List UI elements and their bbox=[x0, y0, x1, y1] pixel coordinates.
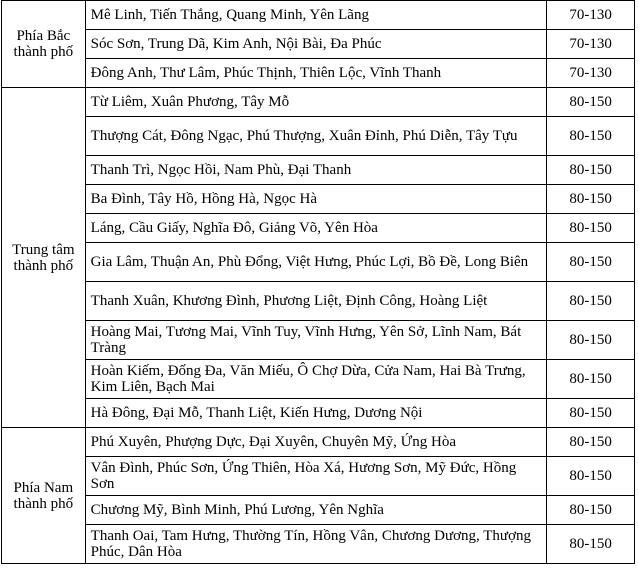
value-cell: 80-150 bbox=[547, 88, 635, 117]
area-cell: Gia Lâm, Thuận An, Phù Đổng, Việt Hưng, Phúc Lợi, Bồ Đề, Long Biên bbox=[85, 243, 547, 282]
table-row bbox=[2, 1, 635, 30]
area-cell: Hoàng Mai, Tương Mai, Vĩnh Tuy, Vĩnh Hưng, Yên Sở, Lĩnh Nam, Bát Tràng bbox=[85, 321, 547, 360]
area-cell: Chương Mỹ, Bình Minh, Phú Lương, Yên Nghĩa bbox=[85, 496, 547, 525]
table-row bbox=[2, 525, 635, 564]
area-cell: Vân Đình, Phúc Sơn, Ứng Thiên, Hòa Xá, Hương Sơn, Mỹ Đức, Hồng Sơn bbox=[85, 457, 547, 496]
value-cell: 80-150 bbox=[547, 156, 635, 185]
area-cell: Từ Liêm, Xuân Phương, Tây Mỗ bbox=[85, 88, 547, 117]
table-row bbox=[2, 243, 635, 282]
table-row bbox=[2, 30, 635, 59]
value-cell: 80-150 bbox=[547, 321, 635, 360]
region-line: thành phố bbox=[13, 44, 74, 60]
table-row bbox=[2, 457, 635, 496]
value-cell: 70-130 bbox=[547, 30, 635, 59]
table-row bbox=[2, 496, 635, 525]
table-row bbox=[2, 282, 635, 321]
region-line: thành phố bbox=[13, 257, 74, 274]
area-cell: Thanh Oai, Tam Hưng, Thường Tín, Hồng Vân, Chương Dương, Thượng Phúc, Dân Hòa bbox=[85, 525, 547, 564]
area-cell: Đông Anh, Thư Lâm, Phúc Thịnh, Thiên Lộc, Vĩnh Thanh bbox=[85, 59, 547, 88]
value-cell: 80-150 bbox=[547, 457, 635, 496]
area-price-table bbox=[1, 0, 635, 564]
region-line: thành phố bbox=[13, 495, 74, 512]
value-cell: 80-150 bbox=[547, 243, 635, 282]
table-row bbox=[2, 321, 635, 360]
value-cell: 80-150 bbox=[547, 360, 635, 399]
value-cell: 80-150 bbox=[547, 525, 635, 564]
value-cell: 80-150 bbox=[547, 496, 635, 525]
value-cell: 80-150 bbox=[547, 428, 635, 457]
area-cell: Láng, Cầu Giấy, Nghĩa Đô, Giảng Võ, Yên Hòa bbox=[85, 214, 547, 243]
area-cell: Mê Linh, Tiến Thắng, Quang Minh, Yên Lãng bbox=[85, 1, 547, 30]
area-cell: Phú Xuyên, Phượng Dực, Đại Xuyên, Chuyên Mỹ, Ứng Hòa bbox=[85, 428, 547, 457]
value-cell: 80-150 bbox=[547, 399, 635, 428]
region-line: Trung tâm bbox=[12, 241, 75, 258]
table-row bbox=[2, 88, 635, 117]
region-line: Phía Bắc bbox=[16, 28, 71, 44]
value-cell: 80-150 bbox=[547, 185, 635, 214]
region-cell-center bbox=[2, 88, 86, 428]
value-cell: 80-150 bbox=[547, 214, 635, 243]
value-cell: 70-130 bbox=[547, 1, 635, 30]
area-cell: Ba Đình, Tây Hồ, Hồng Hà, Ngọc Hà bbox=[85, 185, 547, 214]
table-row bbox=[2, 399, 635, 428]
area-cell: Hoàn Kiếm, Đống Đa, Văn Miếu, Ô Chợ Dừa, Cửa Nam, Hai Bà Trưng, Kim Liên, Bạch Mai bbox=[85, 360, 547, 399]
value-cell: 80-150 bbox=[547, 282, 635, 321]
area-cell: Hà Đông, Đại Mỗ, Thanh Liệt, Kiến Hưng, Dương Nội bbox=[85, 399, 547, 428]
area-cell: Thanh Trì, Ngọc Hồi, Nam Phù, Đại Thanh bbox=[85, 156, 547, 185]
region-cell-south bbox=[2, 428, 86, 564]
area-cell: Thanh Xuân, Khương Đình, Phương Liệt, Định Công, Hoàng Liệt bbox=[85, 282, 547, 321]
area-cell: Sóc Sơn, Trung Dã, Kim Anh, Nội Bài, Đa Phúc bbox=[85, 30, 547, 59]
area-cell: Thượng Cát, Đông Ngạc, Phú Thượng, Xuân Đỉnh, Phú Diễn, Tây Tựu bbox=[85, 117, 547, 156]
region-cell-north bbox=[2, 1, 86, 88]
table-row bbox=[2, 117, 635, 156]
value-cell: 70-130 bbox=[547, 59, 635, 88]
table-row bbox=[2, 59, 635, 88]
table-row bbox=[2, 428, 635, 457]
table-row bbox=[2, 214, 635, 243]
value-cell: 80-150 bbox=[547, 117, 635, 156]
table-row bbox=[2, 156, 635, 185]
region-line: Phía Nam bbox=[13, 479, 74, 496]
table-row bbox=[2, 185, 635, 214]
table-row bbox=[2, 360, 635, 399]
